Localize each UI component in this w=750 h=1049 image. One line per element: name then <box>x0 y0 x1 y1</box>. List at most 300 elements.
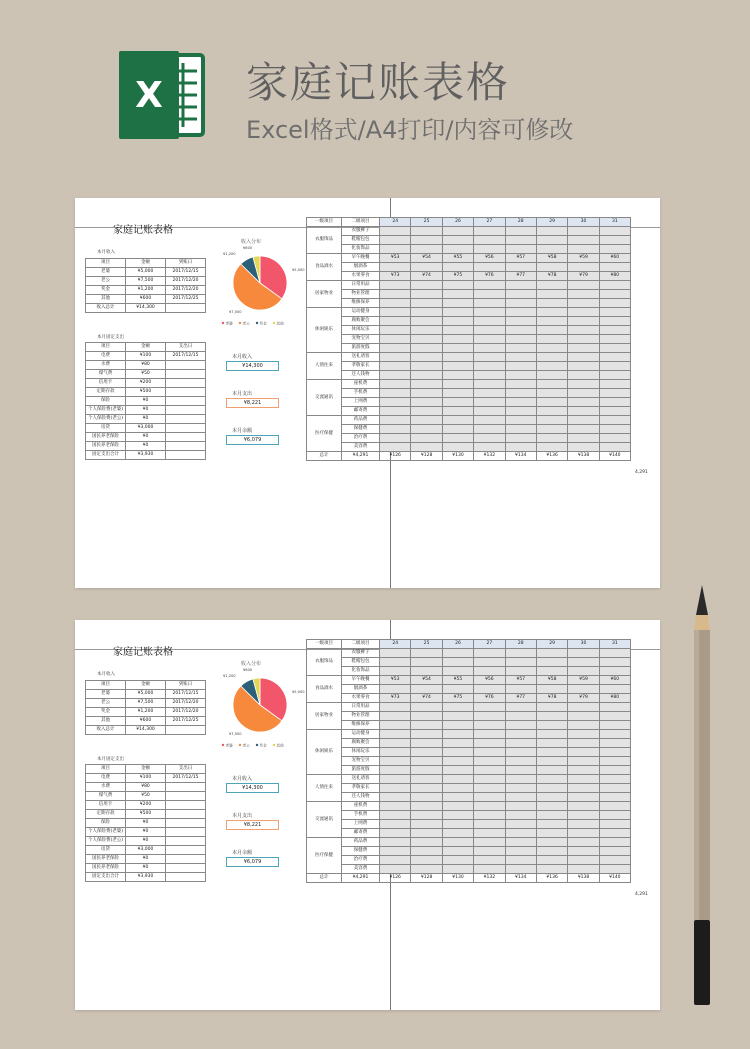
day-cell <box>411 730 442 739</box>
summary-value-box: ¥6,079 <box>226 857 279 867</box>
legend-label: 老婆 <box>225 743 233 748</box>
day-cell <box>505 290 536 299</box>
day-cell <box>474 703 505 712</box>
day-cell <box>599 658 630 667</box>
table-cell: 国民养老保险 <box>86 855 126 864</box>
day-cell <box>442 847 473 856</box>
day-cell <box>599 811 630 820</box>
day-cell <box>599 703 630 712</box>
day-cell <box>536 784 567 793</box>
grid-header-cell: 29 <box>536 640 567 649</box>
day-cell <box>474 434 505 443</box>
day-cell: ¥77 <box>505 272 536 281</box>
day-cell <box>474 820 505 829</box>
day-cell <box>442 766 473 775</box>
table-cell: 保险 <box>86 397 126 406</box>
grid-row <box>307 326 631 335</box>
subcategory-cell: 化妆饰品 <box>342 245 380 254</box>
total-cell: ¥128 <box>411 874 442 883</box>
day-cell <box>599 730 630 739</box>
day-cell <box>568 856 599 865</box>
pie-title: 收入分布 <box>241 239 262 245</box>
day-cell <box>599 820 630 829</box>
day-cell <box>568 443 599 452</box>
day-cell <box>380 362 411 371</box>
day-cell <box>380 416 411 425</box>
sheet-title: 家庭记账表格 <box>113 647 173 658</box>
day-cell <box>568 317 599 326</box>
summary-label: 本月支出 <box>232 813 253 819</box>
day-cell <box>380 326 411 335</box>
table-cell: 固定支出合计 <box>86 873 126 882</box>
column-header: 金额 <box>126 343 166 352</box>
subcategory-cell: 水果零食 <box>342 272 380 281</box>
day-cell <box>380 290 411 299</box>
day-cell <box>411 344 442 353</box>
legend-label: 奖金 <box>259 743 267 748</box>
day-cell <box>599 829 630 838</box>
table-row <box>86 828 206 837</box>
day-cell <box>599 335 630 344</box>
subcategory-cell: 水果零食 <box>342 694 380 703</box>
table-row <box>86 397 206 406</box>
day-cell <box>568 685 599 694</box>
day-cell <box>599 793 630 802</box>
subcategory-cell: 腐败聚会 <box>342 317 380 326</box>
excel-logo-icon <box>115 47 211 143</box>
table-cell <box>166 406 206 415</box>
day-cell: ¥78 <box>536 694 567 703</box>
subcategory-cell: 衣服裤子 <box>342 649 380 658</box>
grid-row <box>307 721 631 730</box>
day-cell <box>474 398 505 407</box>
day-cell <box>442 317 473 326</box>
day-cell <box>411 748 442 757</box>
day-cell <box>599 407 630 416</box>
day-cell <box>505 649 536 658</box>
table-cell: 保险 <box>86 819 126 828</box>
table-row <box>86 415 206 424</box>
table-cell <box>166 397 206 406</box>
day-cell <box>442 838 473 847</box>
table-cell: ¥7,500 <box>126 699 166 708</box>
total-cell: ¥4,291 <box>342 874 380 883</box>
grid-row <box>307 739 631 748</box>
table-cell: ¥0 <box>126 828 166 837</box>
day-cell <box>505 820 536 829</box>
day-cell <box>411 667 442 676</box>
day-cell <box>505 407 536 416</box>
day-cell <box>442 820 473 829</box>
day-cell <box>599 667 630 676</box>
column-header: 支出日 <box>166 765 206 774</box>
day-cell <box>568 326 599 335</box>
day-cell: ¥55 <box>442 676 473 685</box>
grid-header-row <box>307 640 631 649</box>
grid-header-cell: 30 <box>568 218 599 227</box>
legend-label: 其他 <box>276 321 284 326</box>
day-cell <box>411 685 442 694</box>
table-cell: ¥1,200 <box>126 708 166 717</box>
grid-row <box>307 308 631 317</box>
summary-value-box: ¥6,079 <box>226 435 279 445</box>
subcategory-cell: 休闲玩乐 <box>342 326 380 335</box>
table-cell: 国民养老保险 <box>86 442 126 451</box>
column-header: 支出日 <box>166 343 206 352</box>
day-cell <box>505 263 536 272</box>
day-cell <box>568 847 599 856</box>
day-cell <box>411 362 442 371</box>
day-cell <box>568 838 599 847</box>
summary-label: 本月余额 <box>232 850 253 856</box>
subcategory-cell: 孝敬家长 <box>342 784 380 793</box>
day-cell <box>411 757 442 766</box>
day-cell <box>568 865 599 874</box>
side-total: 4,291 <box>635 470 648 475</box>
day-cell <box>599 263 630 272</box>
slice-label: ¥600 <box>243 246 253 250</box>
table-cell: ¥5,000 <box>126 690 166 699</box>
day-cell <box>474 380 505 389</box>
day-cell <box>411 371 442 380</box>
day-cell <box>442 865 473 874</box>
grid-header-cell: 一级项目 <box>307 640 342 649</box>
day-cell <box>599 290 630 299</box>
day-cell <box>568 380 599 389</box>
day-cell <box>380 685 411 694</box>
grid-header-cell: 31 <box>599 218 630 227</box>
subcategory-cell: 治疗费 <box>342 856 380 865</box>
income-table <box>85 258 206 313</box>
table-cell: 2017/12/25 <box>166 717 206 726</box>
grid-row <box>307 676 631 685</box>
day-cell <box>536 811 567 820</box>
day-cell <box>411 425 442 434</box>
day-cell <box>599 416 630 425</box>
day-cell <box>536 712 567 721</box>
fixed-expense-table <box>85 342 206 460</box>
day-cell <box>474 757 505 766</box>
day-cell <box>536 820 567 829</box>
day-cell <box>599 371 630 380</box>
day-cell <box>536 721 567 730</box>
day-cell <box>442 362 473 371</box>
day-cell <box>536 443 567 452</box>
day-cell <box>380 739 411 748</box>
day-cell: ¥59 <box>568 254 599 263</box>
table-cell: 水费 <box>86 783 126 792</box>
day-cell <box>568 820 599 829</box>
day-cell <box>442 263 473 272</box>
day-cell <box>536 290 567 299</box>
day-cell <box>505 757 536 766</box>
table-header-row <box>86 343 206 352</box>
table-cell: 房贷 <box>86 846 126 855</box>
day-cell <box>380 281 411 290</box>
grid-row <box>307 389 631 398</box>
table-header-row <box>86 765 206 774</box>
day-cell <box>411 775 442 784</box>
table-cell: 电费 <box>86 352 126 361</box>
subcategory-cell: 腐败聚会 <box>342 739 380 748</box>
day-cell <box>411 434 442 443</box>
day-cell <box>599 308 630 317</box>
day-cell <box>380 649 411 658</box>
slice-label: ¥1,200 <box>223 674 236 678</box>
day-cell <box>505 398 536 407</box>
table-cell: 水费 <box>86 361 126 370</box>
day-cell <box>411 227 442 236</box>
table-cell: 2017/12/20 <box>166 286 206 295</box>
day-cell <box>536 856 567 865</box>
subcategory-cell: 旅游度假 <box>342 344 380 353</box>
grid-header-cell: 24 <box>380 640 411 649</box>
day-cell <box>536 434 567 443</box>
day-cell <box>411 703 442 712</box>
day-cell <box>442 290 473 299</box>
day-cell <box>380 793 411 802</box>
table-cell <box>166 304 206 313</box>
day-cell <box>568 730 599 739</box>
table-cell <box>166 828 206 837</box>
day-cell <box>599 425 630 434</box>
day-cell <box>474 290 505 299</box>
day-cell <box>568 281 599 290</box>
day-cell <box>442 649 473 658</box>
grid-row <box>307 757 631 766</box>
day-cell <box>411 290 442 299</box>
day-cell <box>568 434 599 443</box>
table-row <box>86 864 206 873</box>
day-cell <box>568 721 599 730</box>
day-cell <box>599 281 630 290</box>
table-row <box>86 690 206 699</box>
grid-row <box>307 236 631 245</box>
table-cell: 2017/12/20 <box>166 277 206 286</box>
day-cell <box>411 245 442 254</box>
day-cell <box>536 802 567 811</box>
day-cell <box>536 775 567 784</box>
day-cell <box>568 371 599 380</box>
subcategory-cell: 美容费 <box>342 443 380 452</box>
day-cell <box>442 739 473 748</box>
day-cell <box>411 847 442 856</box>
column-header: 项目 <box>86 765 126 774</box>
day-cell <box>411 820 442 829</box>
day-cell <box>568 703 599 712</box>
day-cell <box>536 865 567 874</box>
day-cell <box>380 344 411 353</box>
day-cell <box>536 380 567 389</box>
day-cell <box>474 227 505 236</box>
day-cell <box>442 227 473 236</box>
day-cell <box>442 416 473 425</box>
day-cell <box>474 658 505 667</box>
day-cell <box>505 227 536 236</box>
day-cell <box>380 766 411 775</box>
table-cell: 老公 <box>86 699 126 708</box>
day-cell <box>411 802 442 811</box>
grid-row <box>307 227 631 236</box>
day-cell <box>536 317 567 326</box>
total-cell: 总计 <box>307 874 342 883</box>
day-cell <box>380 667 411 676</box>
day-cell <box>536 658 567 667</box>
subcategory-cell: 宠物宝贝 <box>342 757 380 766</box>
day-cell <box>505 730 536 739</box>
table-cell: 老婆 <box>86 690 126 699</box>
day-cell <box>474 416 505 425</box>
subcategory-cell: 邮寄费 <box>342 407 380 416</box>
day-cell <box>442 425 473 434</box>
table-cell: 老公 <box>86 277 126 286</box>
table-header-row <box>86 681 206 690</box>
day-cell <box>442 299 473 308</box>
table-cell: 信用卡 <box>86 801 126 810</box>
table-cell: ¥80 <box>126 783 166 792</box>
total-cell: ¥140 <box>599 874 630 883</box>
day-cell <box>505 371 536 380</box>
total-cell: ¥138 <box>568 874 599 883</box>
day-cell <box>442 443 473 452</box>
grid-row <box>307 730 631 739</box>
table-cell: 2017/12/15 <box>166 774 206 783</box>
day-cell <box>442 380 473 389</box>
table-row <box>86 352 206 361</box>
subcategory-cell: 送礼请客 <box>342 775 380 784</box>
day-cell <box>380 802 411 811</box>
grid-row <box>307 685 631 694</box>
day-cell <box>536 425 567 434</box>
day-cell <box>568 667 599 676</box>
day-cell <box>505 245 536 254</box>
day-cell <box>411 380 442 389</box>
day-cell <box>380 811 411 820</box>
table-cell: 2017/12/20 <box>166 699 206 708</box>
table-cell: ¥5,000 <box>126 268 166 277</box>
table-cell <box>166 801 206 810</box>
day-cell: ¥54 <box>411 254 442 263</box>
table-cell: 奖金 <box>86 708 126 717</box>
grid-row <box>307 398 631 407</box>
summary-value-box: ¥8,221 <box>226 398 279 408</box>
table-cell: 其他 <box>86 295 126 304</box>
category-cell: 衣服饰品 <box>307 227 342 254</box>
table-row <box>86 388 206 397</box>
day-cell <box>474 856 505 865</box>
day-cell <box>474 793 505 802</box>
table-cell: 固定支出合计 <box>86 451 126 460</box>
day-cell <box>505 703 536 712</box>
grid-row <box>307 254 631 263</box>
table-cell: 收入总计 <box>86 726 126 735</box>
grid-header-cell: 29 <box>536 218 567 227</box>
day-cell: ¥56 <box>474 676 505 685</box>
day-cell <box>536 703 567 712</box>
day-cell <box>505 362 536 371</box>
day-cell <box>505 793 536 802</box>
day-cell <box>442 775 473 784</box>
table-row <box>86 442 206 451</box>
day-cell <box>536 847 567 856</box>
day-cell <box>599 685 630 694</box>
side-total: 4,291 <box>635 892 648 897</box>
day-cell <box>599 245 630 254</box>
day-cell <box>442 434 473 443</box>
day-cell <box>536 649 567 658</box>
day-cell <box>474 353 505 362</box>
subcategory-cell: 烟酒茶 <box>342 685 380 694</box>
subcategory-cell: 休闲玩乐 <box>342 748 380 757</box>
day-cell <box>380 236 411 245</box>
table-cell <box>166 379 206 388</box>
table-cell <box>166 370 206 379</box>
day-cell <box>599 847 630 856</box>
day-cell <box>474 308 505 317</box>
table-row <box>86 837 206 846</box>
day-cell <box>380 335 411 344</box>
day-cell <box>474 739 505 748</box>
grid-row <box>307 281 631 290</box>
column-header: 金额 <box>126 259 166 268</box>
day-cell <box>505 685 536 694</box>
day-cell <box>599 380 630 389</box>
day-cell: ¥55 <box>442 254 473 263</box>
day-cell <box>536 326 567 335</box>
day-cell <box>568 802 599 811</box>
grid-header-cell: 25 <box>411 218 442 227</box>
subcategory-cell: 化妆饰品 <box>342 667 380 676</box>
day-cell <box>505 802 536 811</box>
day-cell <box>474 281 505 290</box>
day-cell <box>474 685 505 694</box>
day-cell: ¥74 <box>411 272 442 281</box>
table-cell: ¥500 <box>126 810 166 819</box>
table-cell: 收入总计 <box>86 304 126 313</box>
day-cell <box>505 712 536 721</box>
column-header: 金额 <box>126 681 166 690</box>
day-cell <box>505 766 536 775</box>
table-row <box>86 873 206 882</box>
day-cell <box>411 335 442 344</box>
table-cell: ¥0 <box>126 855 166 864</box>
fixed-expense-label: 本月固定支出 <box>97 757 124 762</box>
day-cell <box>505 748 536 757</box>
table-row <box>86 717 206 726</box>
table-cell: ¥0 <box>126 442 166 451</box>
subcategory-cell: 早午晚餐 <box>342 676 380 685</box>
day-cell <box>599 721 630 730</box>
grid-header-cell: 30 <box>568 640 599 649</box>
grid-row <box>307 380 631 389</box>
grid-header-cell: 28 <box>505 640 536 649</box>
day-cell <box>599 649 630 658</box>
day-cell <box>505 236 536 245</box>
day-cell <box>411 739 442 748</box>
grid-row <box>307 802 631 811</box>
legend-label: 老婆 <box>225 321 233 326</box>
subcategory-cell: 还人钱物 <box>342 793 380 802</box>
table-cell <box>166 873 206 882</box>
day-cell: ¥75 <box>442 272 473 281</box>
table-cell: ¥0 <box>126 819 166 828</box>
table-cell: ¥0 <box>126 837 166 846</box>
day-cell <box>536 416 567 425</box>
day-cell <box>568 353 599 362</box>
table-header-row <box>86 259 206 268</box>
day-cell <box>505 308 536 317</box>
total-cell: ¥126 <box>380 452 411 461</box>
